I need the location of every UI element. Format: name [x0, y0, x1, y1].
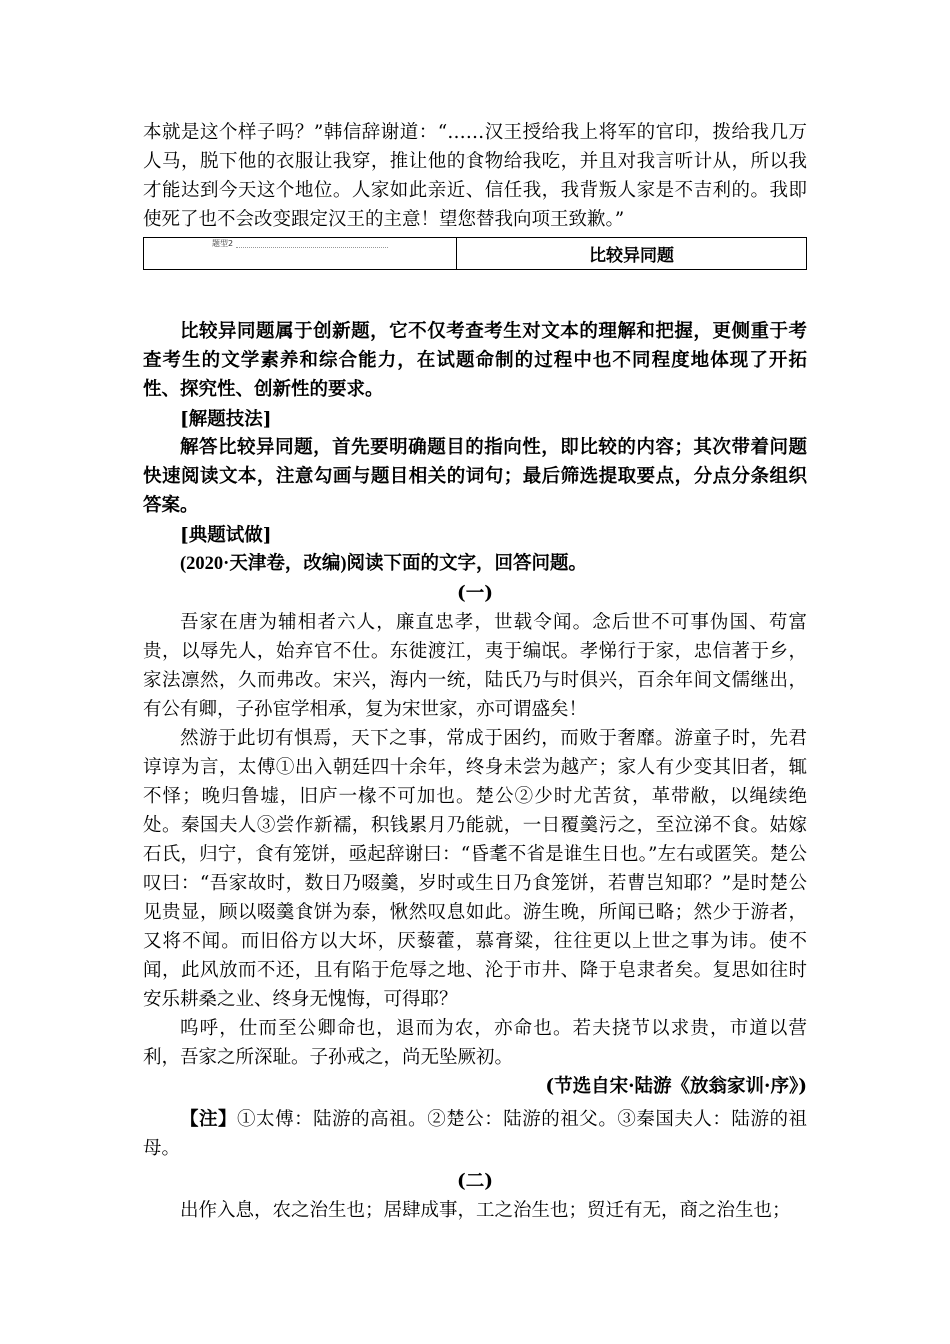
- example-heading: [典题试做]: [180, 525, 272, 546]
- technique-body: 解答比较异同题，首先要明确题目的指向性，即比较的内容；其次带着问题快速阅读文本，注意勾画与题目相关的词句；最后筛选提取要点，分点分条组织答案。: [143, 438, 807, 516]
- example-source-line: (2020·天津卷，改编)阅读下面的文字，回答问题。: [180, 554, 587, 574]
- text-one-paragraph: 然游于此切有惧焉，天下之事，常成于困约，而败于奢靡。游童子时，先君谆谆为言，太傅①出入朝廷四十余年，终身未尝为越产；家人有少变其旧者，辄不怿；晚归鲁墟，旧庐一椽不可加也。楚公②少时尤苦贫，革带敝，以绳续绝处。秦国夫人③尝作新襦，积钱累月乃能就，一日覆羹污之，至泣涕不食。姑嫁石氏，归宁，食有笼饼，亟起辞谢曰：“昏耄不省是谁生日也。”左右或匿笑。楚公叹曰：“吾家故时，数日乃啜羹，岁时或生日乃食笼饼，若曹岂知耶？”是时楚公见贵显，顾以啜羹食饼为泰，愀然叹息如此。游生晚，所闻已略；然少于游者，又将不闻。而旧俗方以大坏，厌藜藿，慕膏粱，往往更以上世之事为讳。使不闻，此风放而不还，且有陷于危辱之地、沦于市井、降于皂隶者矣。复思如往时安乐耕桑之业、终身无愧悔，可得耶？: [143, 728, 807, 1010]
- text-two-label: (二): [456, 1171, 493, 1192]
- section-header: [143, 237, 807, 270]
- text-one-attribution: (节选自宋·陆游《放翁家训·序》): [545, 1076, 807, 1097]
- dotted-rule: [236, 247, 388, 248]
- text-one-paragraph: 吾家在唐为辅相者六人，廉直忠孝，世载令闻。念后世不可事伪国、苟富贵，以辱先人，始弃官不仕。东徙渡江，夷于编氓。孝悌行于家，忠信著于乡，家法凛然，久而弗改。宋兴，海内一统，陆氏乃与时俱兴，百余年间文儒继出，有公有卿，子孙宦学相承，复为宋世家，亦可谓盛矣！: [143, 612, 807, 720]
- intro-paragraph: 比较异同题属于创新题，它不仅考查考生对文本的理解和把握，更侧重于考查考生的文学素养和综合能力，在试题命制的过程中也不同程度地体现了开拓性、探究性、创新性的要求。: [143, 322, 807, 400]
- note-text: ①太傅：陆游的高祖。②楚公：陆游的祖父。③秦国夫人：陆游的祖母。: [143, 1109, 807, 1159]
- section-header-left: [144, 238, 457, 269]
- document-page: [143, 118, 807, 1225]
- text-one-label: (一): [456, 583, 493, 604]
- text-two-first-line: 出作入息，农之治生也；居肆成事，工之治生也；贸迁有无，商之治生也；: [180, 1200, 791, 1221]
- section-tag: 题型2: [212, 239, 234, 248]
- passage-top: 本就是这个样子吗？”韩信辞谢道：“……汉王授给我上将军的官印，拨给我几万人马，脱下他的衣服让我穿，推让他的食物给我吃，并且对我言听计从，所以我才能达到今天这个地位。人家如此亲近、信任我，我背叛人家是不吉利的。我即使死了也不会改变跟定汉王的主意！望您替我向项王致歉。”: [143, 122, 807, 230]
- section-title: 比较异同题: [589, 246, 674, 266]
- text-one-paragraph: 呜呼，仕而至公卿命也，退而为农，亦命也。若夫挠节以求贵，市道以营利，吾家之所深耻。子孙戒之，尚无坠厥初。: [143, 1018, 807, 1068]
- technique-heading: [解题技法]: [180, 409, 272, 430]
- note: [143, 1105, 807, 1163]
- note-label: 【注】: [180, 1109, 238, 1130]
